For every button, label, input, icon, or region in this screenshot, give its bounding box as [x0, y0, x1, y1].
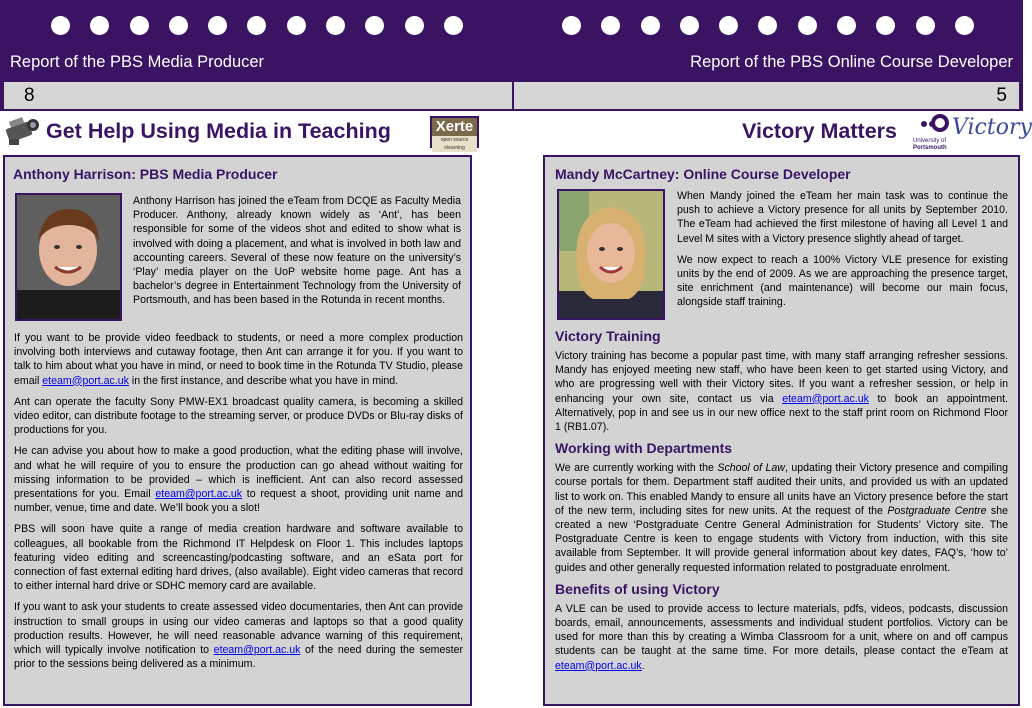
intro-paragraph-2: We now expect to reach a 100% Victory VLE presence for existing units by the end of 2009. As we are approaching the presence target, site enrichment (and maintenance) will become our main focus, alongside staff training. — [677, 253, 1008, 309]
working-with-departments-text: We are currently working with the School of Law, updating their Victory presence and compiling course portals for them. Department staff audited their units, and provided us with an updated list to work on. This enabled Mandy to ensure all units have an Victory presence before the start of the new term, including sites for new units. At the request of the Postgraduate Centre she created a new ‘Postgraduate Centre General Administration for Students’ Victory site. The Postgraduate Centre is keen to engage students with Victory from induction, with this site available from September. It will provide general information about key dates, FAQ’s, ‘how to’ guides and other generally requested information related to postgraduate enrolment. — [555, 462, 1008, 574]
victory-logo: Victory — [952, 115, 1032, 140]
left-panel — [3, 155, 472, 706]
mandy-mccartney-photo — [557, 189, 665, 320]
paragraph-documentaries: If you want to ask your students to create assessed video documentaries, then Ant can provide instruction to small groups in using our video cameras and laptops so that a good quality production results. However, he will need reasonable advance warning of this requirement, which will typically involve notification to eteam@port.ac.uk of the need during the semester prior to the sessions being delivered as a minimum. — [14, 601, 463, 671]
left-headline: Get Help Using Media in Teaching — [46, 119, 391, 143]
eteam-email-link[interactable]: eteam@port.ac.uk — [213, 644, 301, 657]
svg-text:University of: University of — [913, 138, 947, 144]
right-panel — [543, 155, 1020, 706]
svg-text:Portsmouth: Portsmouth — [913, 145, 947, 151]
paragraph-hardware: PBS will soon have quite a range of media creation hardware and software available to colleagues, all bookable from the Richmond IT Helpdesk on Floor 1. This includes laptops featuring video editing and screencasting/podcasting software, and an eSata port for connection of fast external editing hard drives, (also available). Eight video cameras that record to either internal hard drive or SDHC memory card are available. — [14, 523, 463, 593]
binder-holes-left — [51, 16, 483, 35]
paragraph-camera: Ant can operate the faculty Sony PMW-EX1 broadcast quality camera, is becoming a skilled video editor, can distribute footage to the streaming server, or produce DVDs or Blu-ray disks of productions for you. — [14, 395, 463, 437]
right-page-number: 5 — [514, 82, 1019, 109]
right-report-title: Report of the PBS Online Course Developer — [690, 53, 1013, 71]
left-page-number: 8 — [4, 82, 512, 109]
university-of-portsmouth-logo — [912, 115, 950, 151]
video-camera-icon — [3, 115, 43, 149]
benefits-text: A VLE can be used to provide access to lecture materials, pdfs, videos, podcasts, discussion boards, email, announcements, assessments and individual student portfolios. Victory can be used for more than this by creating a Wimba Classroom for a unit, where on and off campus students can be taught at the same time. For more details, please contact the eTeam at eteam@port.ac.uk. — [555, 602, 1008, 672]
xerte-logo: Xerte open source elearning — [430, 116, 479, 148]
right-headline: Victory Matters — [742, 119, 897, 143]
right-body — [555, 328, 1008, 673]
eteam-email-link[interactable]: eteam@port.ac.uk — [42, 374, 129, 387]
victory-training-text: Victory training has become a popular past time, with many staff arranging refresher sessions. Mandy has enjoyed meeting new staff, who have been keen to get started using Victory, and who are progressing well with their Victory sites. If you want a refresher session, or help in enhancing your own site, contact us via eteam@port.ac.uk to book an appointment. Alternatively, pop in and see us in our new office next to the staff print room on Richmond Floor 1 (RB1.07). — [555, 350, 1008, 434]
left-body — [14, 331, 463, 678]
left-report-title: Report of the PBS Media Producer — [10, 53, 265, 71]
eteam-email-link[interactable]: eteam@port.ac.uk — [782, 392, 869, 405]
paragraph-video-feedback: If you want to be provide video feedback to students, or need a more complex production involving both interviews and cutaway footage, then Ant can arrange it for you. If you want to talk to him about what you have in mind, or need to book time in the Rotunda TV Studio, please email eteam@port.ac.uk in the first instance, and describe what you have in mind. — [14, 332, 463, 387]
left-section-title: Anthony Harrison: PBS Media Producer — [13, 166, 278, 182]
anthony-harrison-photo — [15, 193, 122, 321]
eteam-email-link[interactable]: eteam@port.ac.uk — [555, 659, 642, 672]
anthony-intro: Anthony Harrison has joined the eTeam from DCQE as Faculty Media Producer. Anthony, already known widely as ‘Ant’, has been responsible for some of the videos shot and edited to show what is involved with doing a placement, and what is involved in both law and accounting careers. Several of these now feature on the university’s ‘Play’ media player on the UoP website home page. Ant has a bachelor’s degree in Entertainment Technology from the University of Portsmouth, and has been based in the Rotunda in recent months. — [133, 195, 461, 307]
benefits-heading: Benefits of using Victory — [555, 580, 720, 597]
binder-holes-right — [562, 16, 994, 35]
eteam-email-link[interactable]: eteam@port.ac.uk — [155, 488, 243, 501]
intro-paragraph-1: When Mandy joined the eTeam her main task was to continue the push to achieve a Victory presence for all units by September 2010. The eTeam had achieved the first milestone of having all Level 1 and Level M sites with a Victory presence slightly ahead of target. — [677, 190, 1008, 245]
working-with-departments-heading: Working with Departments — [555, 440, 733, 457]
mandy-intro — [677, 189, 1008, 317]
victory-training-heading: Victory Training — [555, 328, 661, 344]
paragraph-production-advice: He can advise you about how to make a good production, what the editing phase will involve, and what he will require of you to ensure the production can go ahead without waiting for missing information to be provided – which is inefficient. Ant can also record assessed presentations for you. Email eteam@port.ac.uk to request a shoot, providing unit name and number, venue, time and date. We’ll book you a slot! — [14, 445, 463, 515]
right-section-title: Mandy McCartney: Online Course Developer — [555, 166, 851, 182]
